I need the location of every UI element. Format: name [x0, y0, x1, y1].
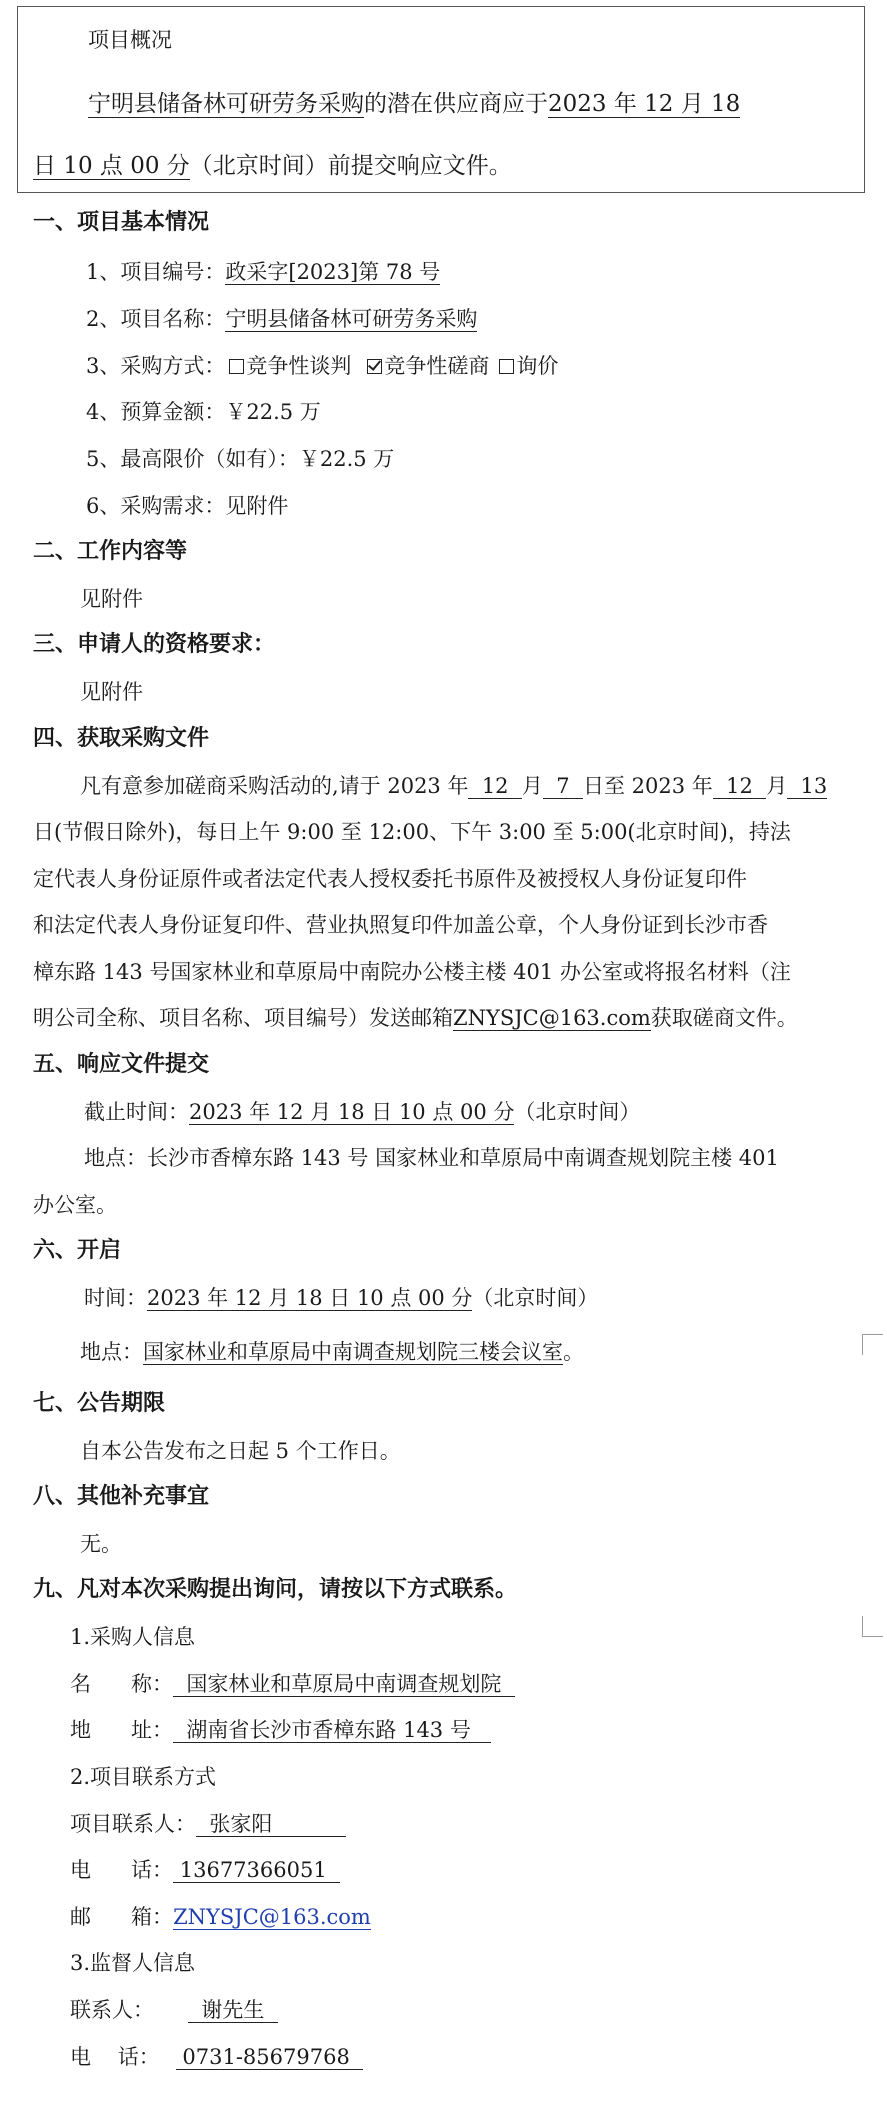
option-label: 询价: [516, 354, 559, 378]
buyer-address-value: 湖南省长沙市香樟东路 143 号: [173, 1718, 491, 1742]
text: （北京时间）: [472, 1286, 599, 1310]
field-label: 电 话：: [70, 2045, 160, 2069]
section-2-body: 见附件: [80, 587, 143, 611]
start-month: 12: [468, 774, 522, 798]
overview-text: （北京时间）前提交响应文件。: [189, 153, 512, 179]
field-label: 电 话：: [70, 1858, 174, 1882]
supervisor-phone-value: 0731-85679768: [175, 2045, 364, 2069]
text: 月: [766, 774, 788, 798]
field-label: 1、项目编号：: [86, 260, 226, 284]
text: 获取磋商文件。: [650, 1006, 798, 1030]
overview-text: 的潜在供应商应于: [364, 91, 548, 117]
contact-phone-value: 13677366051: [173, 1858, 341, 1882]
section-2-title: 二、工作内容等: [33, 539, 188, 564]
opening-time-value: 2023 年 12 月 18 日 10 点 00 分: [147, 1286, 473, 1310]
field-label: 联系人：: [70, 1998, 154, 2022]
page-corner-mark: [862, 1334, 883, 1355]
text: （北京时间）: [514, 1100, 641, 1124]
start-day: 7: [542, 774, 583, 798]
opening-place-value: 国家林业和草原局中南调查规划院三楼会议室: [143, 1340, 563, 1364]
overview-heading: 项目概况: [88, 28, 172, 52]
field-label: 2、项目名称：: [86, 307, 226, 331]
text: 明公司全称、项目名称、项目编号）发送邮箱: [33, 1006, 453, 1030]
contact-heading: 2.项目联系方式: [70, 1765, 217, 1789]
buyer-name-row: [70, 1670, 515, 1698]
submission-place-line: 办公室。: [33, 1193, 117, 1217]
deadline-row: [84, 1098, 640, 1126]
section-6-title: 六、开启: [33, 1238, 122, 1263]
contact-email-row: [70, 1903, 371, 1931]
section-7-body: 自本公告发布之日起 5 个工作日。: [80, 1439, 401, 1463]
section-1-title: 一、项目基本情况: [33, 210, 210, 235]
section-4-line: 和法定代表人身份证复印件、营业执照复印件加盖公章，个人身份证到长沙市香: [33, 913, 768, 937]
field-label: 截止时间：: [84, 1100, 189, 1124]
contact-person-row: [70, 1810, 346, 1838]
option-label: 竞争性磋商: [384, 354, 490, 378]
budget-row: 4、预算金额：￥22.5 万: [86, 400, 321, 424]
field-label: 地点：: [80, 1340, 143, 1364]
overview-date-part1: 2023 年 12 月 18: [548, 91, 741, 117]
buyer-address-row: [70, 1716, 491, 1744]
section-7-title: 七、公告期限: [33, 1391, 166, 1416]
field-label: 邮 箱：: [70, 1905, 174, 1929]
project-number-value: 政采字[2023]第 78 号: [225, 260, 441, 284]
section-4-line: 定代表人身份证原件或者法定代表人授权委托书原件及被授权人身份证复印件: [33, 867, 747, 891]
deadline-value: 2023 年 12 月 18 日 10 点 00 分: [189, 1100, 515, 1124]
overview-line-2: [33, 152, 512, 180]
checkbox-unchecked-icon[interactable]: [499, 359, 514, 374]
supervisor-name-value: 谢先生: [188, 1998, 278, 2022]
overview-project-name: 宁明县储备林可研劳务采购: [88, 91, 364, 117]
field-label: 名 称：: [70, 1672, 174, 1696]
section-3-body: 见附件: [80, 680, 143, 704]
section-3-title: 三、申请人的资格要求：: [33, 632, 276, 657]
section-8-body: 无。: [80, 1532, 122, 1556]
section-4-title: 四、获取采购文件: [33, 726, 210, 751]
section-5-title: 五、响应文件提交: [33, 1052, 210, 1077]
section-4-line: [33, 1004, 798, 1032]
contact-person-value: 张家阳: [196, 1812, 346, 1836]
contact-email-link[interactable]: ZNYSJC@163.com: [173, 1905, 371, 1929]
requirements-row: 6、采购需求：见附件: [86, 494, 289, 518]
checkbox-checked-icon[interactable]: [367, 359, 382, 374]
contact-phone-row: [70, 1856, 340, 1884]
max-price-row: 5、最高限价（如有）：￥22.5 万: [86, 447, 395, 471]
project-name-row: [86, 305, 477, 333]
submission-place-line: 地点：长沙市香樟东路 143 号 国家林业和草原局中南调查规划院主楼 401: [84, 1146, 779, 1170]
page-corner-mark: [862, 1616, 883, 1637]
section-9-title: 九、凡对本次采购提出询问，请按以下方式联系。: [33, 1577, 518, 1602]
supervisor-row: [70, 1996, 278, 2024]
buyer-name-value: 国家林业和草原局中南调查规划院: [173, 1672, 515, 1696]
text: 。: [563, 1340, 584, 1364]
field-label: 时间：: [84, 1286, 147, 1310]
section-4-line: 樟东路 143 号国家林业和草原局中南院办公楼主楼 401 办公室或将报名材料（注: [33, 960, 791, 984]
overview-line-1: [88, 90, 740, 118]
end-day: 13: [787, 774, 828, 798]
project-number-row: [86, 258, 440, 286]
buyer-info-heading: 1.采购人信息: [70, 1625, 196, 1649]
overview-date-part2: 日 10 点 00 分: [33, 153, 190, 179]
section-4-line: 日(节假日除外)，每日上午 9:00 至 12:00、下午 3:00 至 5:00(北京时间)，持法: [33, 820, 791, 844]
field-label: 3、采购方式：: [86, 354, 226, 378]
procurement-method-row: [86, 352, 558, 380]
email-address: ZNYSJC@163.com: [453, 1006, 651, 1030]
text: 凡有意参加磋商采购活动的,请于 2023 年: [80, 774, 469, 798]
supervisor-heading: 3.监督人信息: [70, 1951, 196, 1975]
checkbox-unchecked-icon[interactable]: [229, 359, 244, 374]
section-8-title: 八、其他补充事宜: [33, 1484, 210, 1509]
option-label: 竞争性谈判: [246, 354, 352, 378]
opening-place-row: [80, 1338, 584, 1366]
end-month: 12: [712, 774, 767, 798]
opening-time-row: [84, 1284, 598, 1312]
supervisor-phone-row: [70, 2043, 363, 2071]
field-label: 地 址：: [70, 1718, 174, 1742]
text: 日至 2023 年: [582, 774, 713, 798]
text: 月: [521, 774, 543, 798]
field-label: 项目联系人：: [70, 1812, 196, 1836]
section-4-line: [80, 772, 827, 800]
project-name-value: 宁明县储备林可研劳务采购: [225, 307, 478, 331]
